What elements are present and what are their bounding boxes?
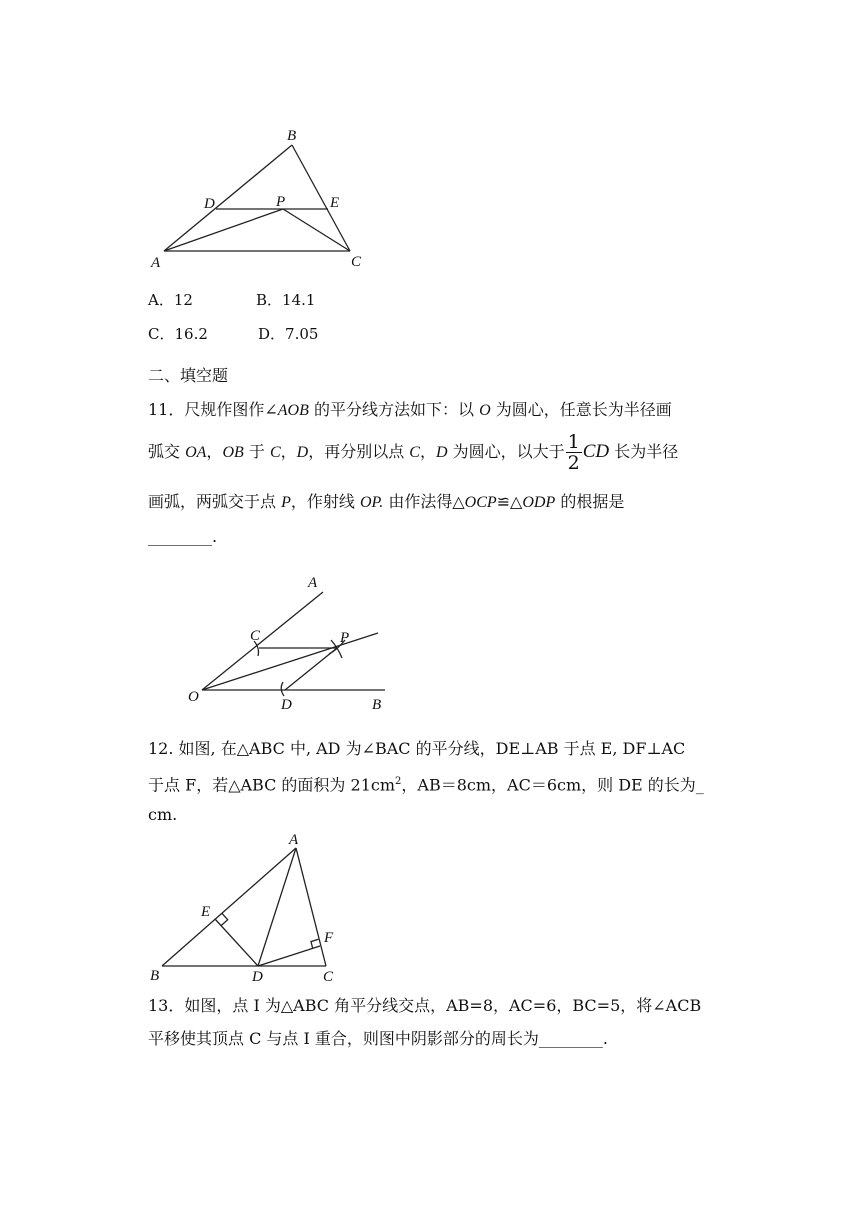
q11-ray-oa: OA: [185, 444, 207, 461]
q11-text-3b: ，作射线: [290, 492, 360, 511]
label-b: B: [287, 128, 297, 144]
q11-line-1: [148, 399, 672, 422]
label-a: A: [308, 575, 318, 591]
right-angle-mark-e: [221, 913, 228, 926]
q11-answer-blank: ________.: [148, 527, 218, 546]
q11-line-2: [148, 432, 678, 473]
q11-congruent-symbol: ≌△: [496, 492, 523, 511]
q12-line-2: [148, 771, 704, 796]
q11-point-c-2: C: [409, 444, 420, 461]
q11-point-c: C: [269, 444, 281, 461]
label-p: P: [340, 630, 350, 646]
segment-pc: [283, 209, 350, 251]
option-c: C．16.2: [148, 325, 208, 343]
figure-angle-bisector: [180, 568, 400, 716]
q13-line-2: 平移使其顶点 C 与点 I 重合，则图中阴影部分的周长为________.: [148, 1029, 608, 1048]
fraction-numerator: 1: [567, 431, 580, 453]
option-a: A．12: [148, 291, 193, 309]
q11-text-1c: 为圆心，任意长为半径画: [490, 400, 672, 419]
label-e: E: [201, 904, 211, 920]
q12-line-3: cm.: [148, 805, 178, 824]
arc-mark-d: [281, 682, 284, 696]
q11-text-3c: 由作法得△: [383, 492, 465, 511]
label-d: D: [204, 196, 215, 212]
segment-ad: [258, 848, 296, 966]
q11-ray-ob: OB: [222, 444, 244, 461]
label-o: O: [188, 689, 199, 705]
q11-text-2g: 为圆心，以大于: [447, 442, 565, 461]
q11-triangle-odp: ODP: [522, 494, 556, 511]
label-p: P: [276, 194, 286, 210]
ray-oa: [202, 592, 323, 690]
option-d: D．7.05: [258, 325, 319, 343]
q11-sep-2: ，: [280, 442, 297, 461]
label-c: C: [250, 628, 261, 644]
segment-de: [215, 919, 258, 966]
q11-text-2e: ，再分别以点: [308, 442, 410, 461]
q12-superscript: 2: [395, 776, 402, 787]
label-b: B: [150, 968, 160, 984]
segment-ap: [164, 209, 283, 251]
q11-point-d-2: D: [435, 444, 448, 461]
segment-bc: [292, 145, 350, 251]
label-b: B: [372, 697, 382, 713]
q11-text-3a: 画弧，两弧交于点: [148, 492, 282, 511]
q11-text-2c: 于: [243, 442, 270, 461]
q11-triangle-ocp: OCP: [464, 494, 497, 511]
option-b: B．14.1: [256, 291, 316, 309]
q11-segment-cd: CD: [582, 441, 610, 462]
label-c: C: [351, 254, 362, 270]
q11-point-p: P: [281, 494, 291, 511]
q11-text-2h: 长为半径: [609, 442, 679, 461]
q13-line-1: 13．如图，点 I 为△ABC 角平分线交点，AB=8，AC=6，BC=5，将∠ACB: [148, 996, 702, 1015]
label-f: F: [324, 930, 334, 946]
q11-point-d: D: [296, 444, 309, 461]
fraction-half: [566, 432, 582, 473]
q11-angle-aob: AOB: [277, 402, 309, 419]
fraction-denominator: 2: [567, 452, 580, 474]
figure-triangle-perpendiculars: [140, 832, 360, 990]
q11-text-1a: 11．尺规作图作∠: [148, 400, 278, 419]
label-d: D: [252, 969, 263, 985]
q11-text-1b: 的平分线方法如下：以: [308, 400, 480, 419]
label-a: A: [289, 832, 299, 848]
label-d: D: [281, 697, 292, 713]
label-e: E: [330, 195, 340, 211]
segment-ab: [162, 848, 296, 966]
q11-sep-1: ，: [206, 442, 223, 461]
segment-ab: [164, 145, 292, 251]
q11-line-3: [148, 491, 624, 514]
q11-ray-op: OP.: [359, 494, 384, 511]
q11-sep-3: ，: [419, 442, 436, 461]
section-title: 二、填空题: [148, 366, 229, 385]
ray-op: [202, 633, 378, 690]
q12-text-2a: 于点 F，若△ABC 的面积为 21cm: [148, 775, 396, 795]
q11-text-2a: 弧交: [148, 442, 186, 461]
q11-text-3e: 的根据是: [555, 492, 625, 511]
q12-line-1: 12. 如图, 在△ABC 中, AD 为∠BAC 的平分线，DE⊥AB 于点 E, DF⊥AC: [148, 739, 686, 758]
q12-text-2b: ，AB＝8cm，AC＝6cm，则 DE 的长为_: [401, 775, 704, 795]
label-a: A: [151, 255, 161, 271]
label-c: C: [323, 969, 334, 985]
segment-df: [258, 946, 320, 966]
figure-triangle-dpe: [140, 118, 380, 278]
q11-point-o: O: [479, 402, 491, 419]
